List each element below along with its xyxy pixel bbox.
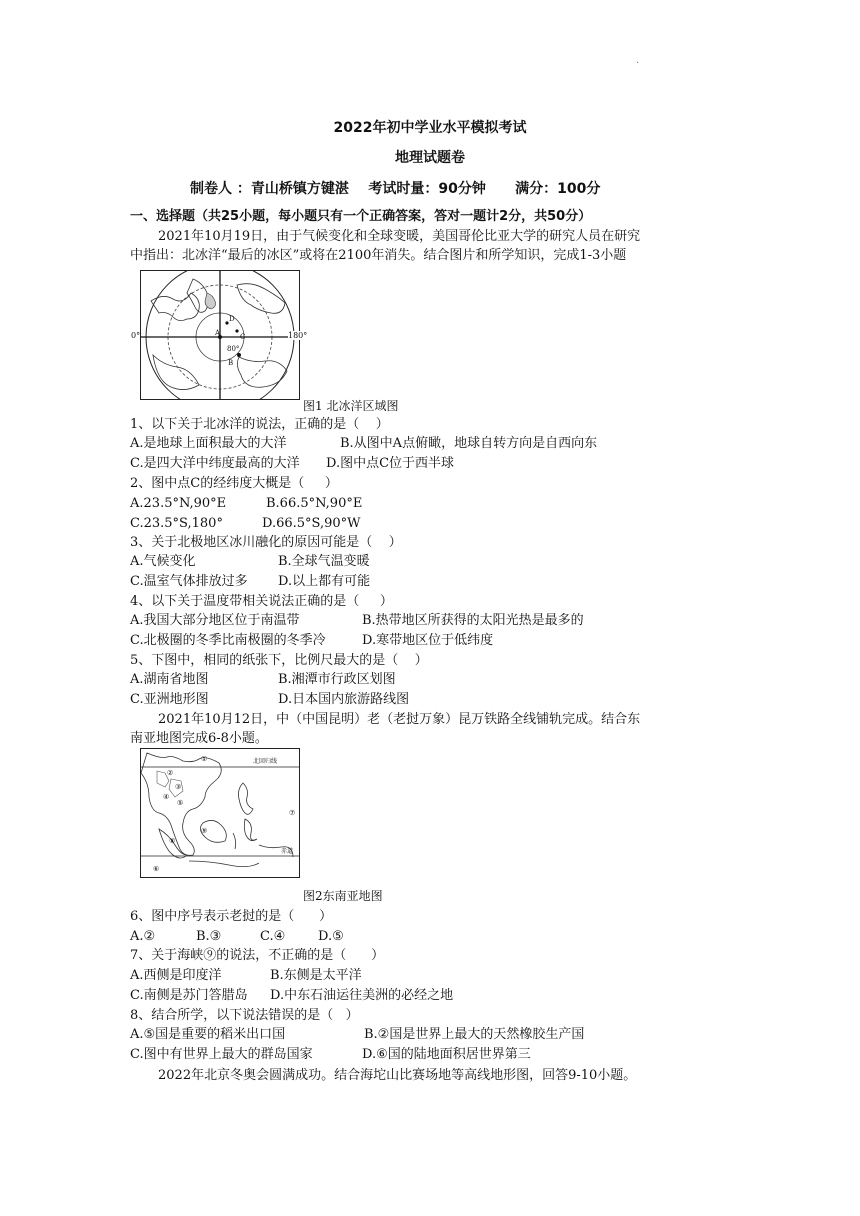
q5-option-a: A.湖南省地图 xyxy=(130,672,209,687)
intro3: 2022年北京冬奥会圆满成功。结合海坨山比赛场地等高线地形图，回答9-10小题。 xyxy=(158,1068,637,1083)
q8-option-c: C.图中有世界上最大的群岛国家 xyxy=(130,1047,313,1062)
arctic-label-180: 180° xyxy=(288,331,308,340)
q6-option-a: A.② xyxy=(130,929,156,944)
equator-label: 赤道 xyxy=(281,848,294,855)
q3-option-c: C.温室气体排放过多 xyxy=(130,574,248,589)
intro2-line1: 2021年10月12日，中（中国昆明）老（老挝万象）昆万铁路全线铺轨完成。结合东 xyxy=(158,712,641,727)
q2-stem: 2、图中点C的经纬度大概是（ ） xyxy=(130,476,338,491)
arctic-label-80: 80° xyxy=(227,345,240,353)
q5-option-c: C.亚洲地形图 xyxy=(130,692,209,707)
q4-option-c: C.北极圈的冬季比南极圈的冬季冷 xyxy=(130,633,326,648)
q6-option-c: C.④ xyxy=(260,929,286,944)
q3-option-d: D.以上都有可能 xyxy=(278,574,371,589)
q1-stem: 1、以下关于北冰洋的说法，正确的是（ ） xyxy=(130,417,389,432)
q6-option-b: B.③ xyxy=(196,929,222,944)
arctic-label-a: A xyxy=(215,329,221,337)
q5-option-b: B.湘潭市行政区划图 xyxy=(278,672,396,687)
marker-4: ④ xyxy=(163,793,170,801)
intro1-line1: 2021年10月19日，由于气候变化和全球变暖，美国哥伦比亚大学的研究人员在研究 xyxy=(158,229,641,244)
q8-stem: 8、结合所学，以下说法错误的是（ ） xyxy=(130,1008,359,1023)
q7-option-b: B.东侧是太平洋 xyxy=(270,968,362,983)
arctic-label-b: B xyxy=(228,359,234,367)
marker-8: ⑧ xyxy=(169,837,176,845)
marker-5: ⑤ xyxy=(177,799,184,807)
marker-3: ③ xyxy=(175,783,182,791)
southeast-asia-map xyxy=(140,748,300,878)
q2-option-d: D.66.5°S,90°W xyxy=(262,516,361,531)
q7-option-d: D.中东石油运往美洲的必经之地 xyxy=(270,988,454,1003)
q5-option-d: D.日本国内旅游路线图 xyxy=(278,692,410,707)
tropic-label: 北回归线 xyxy=(253,758,278,765)
arctic-label-d: D xyxy=(229,315,235,323)
q4-option-a: A.我国大部分地区位于南温带 xyxy=(130,613,300,628)
q7-option-c: C.南侧是苏门答腊岛 xyxy=(130,988,248,1003)
corner-mark: · xyxy=(636,58,640,69)
marker-9: ⑨ xyxy=(201,827,208,835)
q4-option-d: D.寒带地区位于低纬度 xyxy=(362,633,494,648)
q3-option-b: B.全球气温变暖 xyxy=(278,554,370,569)
q2-option-b: B.66.5°N,90°E xyxy=(266,496,363,511)
q4-option-b: B.热带地区所获得的太阳光热是最多的 xyxy=(362,613,584,628)
exam-title: 2022年初中学业水平模拟考试 xyxy=(333,120,527,136)
marker-6: ⑥ xyxy=(153,865,160,873)
arctic-label-0: 0° xyxy=(131,331,141,340)
q8-option-b: B.②国是世界上最大的天然橡胶生产国 xyxy=(364,1027,585,1042)
q2-option-a: A.23.5°N,90°E xyxy=(130,496,227,511)
q1-option-b: B.从图中A点俯瞰，地球自转方向是自西向东 xyxy=(340,436,598,451)
arctic-label-c: C xyxy=(240,333,246,341)
marker-2: ② xyxy=(167,769,174,777)
fig2-caption: 图2东南亚地图 xyxy=(303,889,383,903)
q1-option-a: A.是地球上面积最大的大洋 xyxy=(130,436,287,451)
marker-7: ⑦ xyxy=(289,809,296,817)
q3-option-a: A.气候变化 xyxy=(130,554,196,569)
q7-option-a: A.西侧是印度洋 xyxy=(130,968,222,983)
marker-1: ① xyxy=(201,755,208,763)
q8-option-a: A.⑤国是重要的稻米出口国 xyxy=(130,1027,286,1042)
section-heading: 一、选择题（共25小题，每小题只有一个正确答案，答对一题计2分，共50分） xyxy=(130,209,592,224)
q3-stem: 3、关于北极地区冰川融化的原因可能是（ ） xyxy=(130,535,402,550)
q1-option-c: C.是四大洋中纬度最高的大洋 xyxy=(130,456,300,471)
intro1-line2: 中指出：北冰洋“最后的冰区”或将在2100年消失。结合图片和所学知识，完成1-3小题 xyxy=(130,248,627,263)
q6-option-d: D.⑤ xyxy=(318,929,344,944)
intro2-line2: 南亚地图完成6-8小题。 xyxy=(130,731,268,746)
q4-stem: 4、以下关于温度带相关说法正确的是（ ） xyxy=(130,594,393,609)
q7-stem: 7、关于海峡⑨的说法，不正确的是（ ） xyxy=(130,948,385,963)
arctic-map xyxy=(140,270,300,400)
q1-option-d: D.图中点C位于西半球 xyxy=(326,456,455,471)
exam-subtitle: 地理试题卷 xyxy=(395,150,465,166)
q2-option-c: C.23.5°S,180° xyxy=(130,516,223,531)
q8-option-d: D.⑥国的陆地面积居世界第三 xyxy=(362,1047,531,1062)
fig1-caption: 图1 北冰洋区域图 xyxy=(303,399,399,413)
q6-stem: 6、图中序号表示老挝的是（ ） xyxy=(130,909,333,924)
exam-meta: 制卷人 ：青山桥镇方键湛 考试时量：90分钟 满分：100分 xyxy=(190,181,601,197)
q5-stem: 5、下图中，相同的纸张下，比例尺最大的是（ ） xyxy=(130,653,428,668)
southeast-asia-map-svg xyxy=(141,749,299,877)
